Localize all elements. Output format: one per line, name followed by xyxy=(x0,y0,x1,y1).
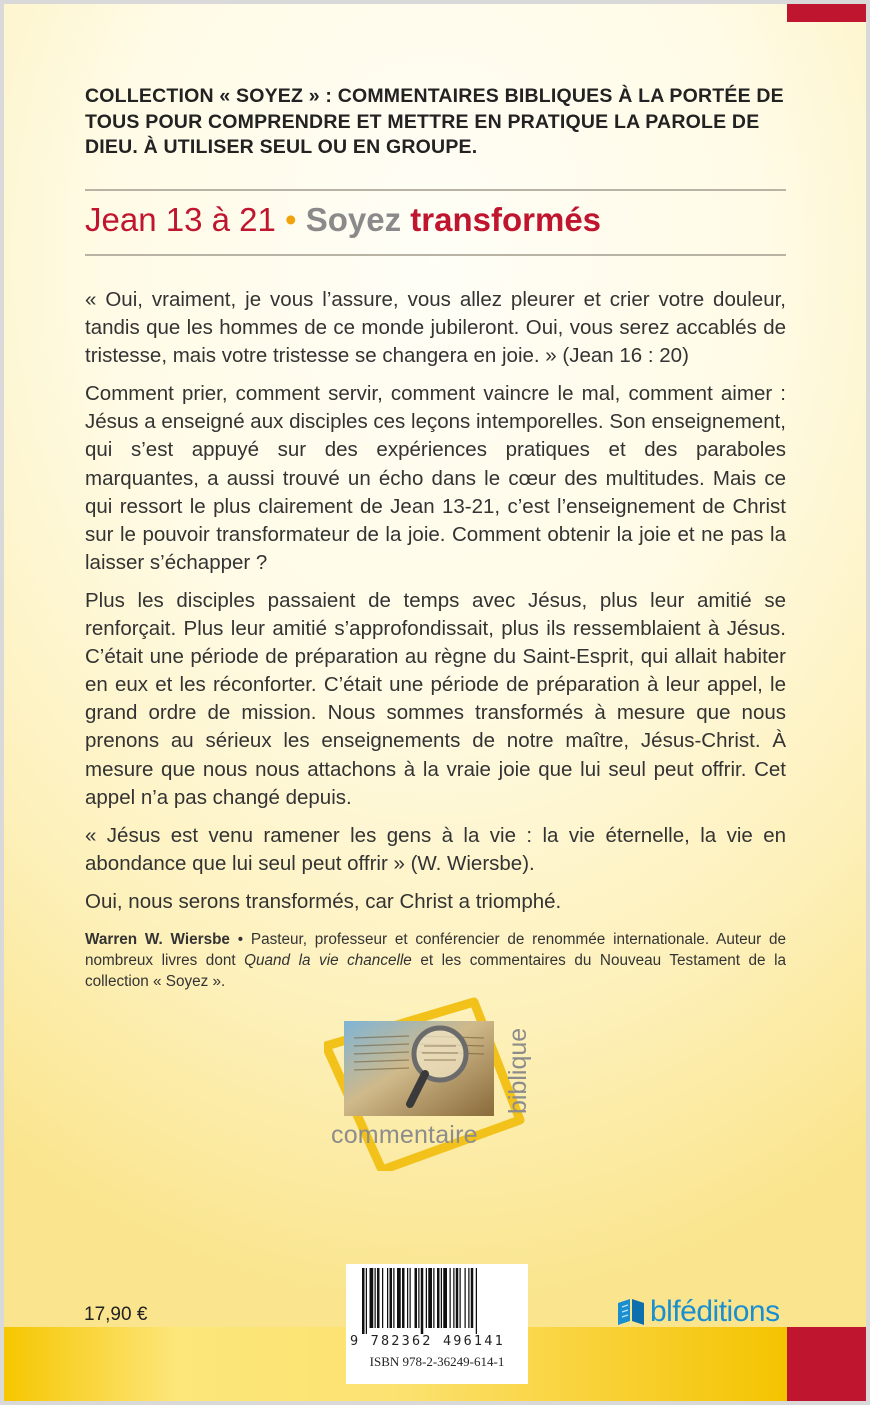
author-book-title: Quand la vie chancelle xyxy=(244,952,412,969)
barcode-panel xyxy=(346,1264,528,1384)
back-cover xyxy=(4,4,866,1401)
barcode-bar xyxy=(437,1268,440,1328)
blf-book-icon xyxy=(616,1295,646,1329)
red-corner-tab-bottom xyxy=(787,1327,866,1401)
barcode-bar xyxy=(460,1268,461,1328)
author-bio-text: Pasteur, professeur et conférencier de renommée internationale. Auteur de nombreux livres dont xyxy=(85,931,786,969)
barcode-bar xyxy=(433,1268,434,1328)
barcode-bar xyxy=(397,1268,401,1328)
barcode-bar xyxy=(415,1268,418,1328)
barcode-bar xyxy=(456,1268,459,1328)
red-corner-tab-top xyxy=(787,4,866,22)
divider-bottom xyxy=(85,254,786,256)
logo-word-biblique: biblique xyxy=(504,1027,532,1114)
quote-paragraph: « Oui, vraiment, je vous l’assure, vous allez pleurer et crier votre douleur, tandis que les hommes de ce monde jubileront. Oui, vous serez accablés de tristesse, mais votre tristesse se changera en joie. » (Jean 16 : 20) xyxy=(85,288,786,368)
barcode-bar xyxy=(421,1268,424,1334)
author-bio xyxy=(85,929,786,992)
description xyxy=(85,286,786,926)
barcode-bar xyxy=(390,1268,393,1328)
barcode-bar xyxy=(443,1268,447,1328)
barcode-bar xyxy=(377,1268,380,1328)
book-title xyxy=(85,200,786,240)
barcode-bar xyxy=(387,1268,388,1328)
barcode-bar xyxy=(407,1268,408,1328)
body-paragraph: Comment prier, comment servir, comment vaincre le mal, comment aimer : Jésus a enseigné aux disciples ces leçons intemporelles. Son enseignement, qui s’est appuyé sur des expériences pratiques et des paraboles marquantes, a aussi trouvé un écho dans le cœur des multitudes. Mais ce qui ressort le plus clairement de Jean 13-21, c’est l’enseignement de Christ sur le pouvoir transformateur de la joie. Comment obtenir la joie et ne pas la laisser s’échapper ? xyxy=(85,382,786,574)
title-subtitle: transformés xyxy=(410,201,602,238)
commentaire-biblique-logo xyxy=(324,996,544,1171)
barcode-bar xyxy=(402,1268,405,1328)
closing-paragraph: Oui, nous serons transformés, car Christ a triomphé. xyxy=(85,889,562,913)
publisher-name: blféditions xyxy=(650,1295,780,1328)
barcode-bar xyxy=(418,1268,419,1328)
barcode-bar xyxy=(476,1268,477,1334)
author-separator: • xyxy=(229,931,251,948)
barcode-digits: 9 782362 496141 xyxy=(350,1333,505,1349)
barcode-bar xyxy=(465,1268,466,1328)
logo-word-commentaire: commentaire xyxy=(331,1121,478,1149)
barcode-bar xyxy=(426,1268,427,1328)
barcode xyxy=(362,1268,512,1334)
author-name: Warren W. Wiersbe xyxy=(85,931,230,948)
publisher-logo xyxy=(616,1292,780,1332)
isbn: ISBN 978-2-36249-614-1 xyxy=(369,1354,505,1369)
barcode-bar xyxy=(366,1268,367,1334)
title-bullet: • xyxy=(285,201,297,238)
barcode-bar xyxy=(471,1268,474,1328)
barcode-bar xyxy=(450,1268,451,1328)
barcode-bar xyxy=(441,1268,442,1328)
barcode-bar xyxy=(393,1268,394,1328)
author-bio-text: et les commentaires du Nouveau Testament de la collection « Soyez ». xyxy=(85,952,786,990)
body-paragraph: Plus les disciples passaient de temps avec Jésus, plus leur amitié se renforçait. Plus leur amitié s’approfondissait, plus ils ressemblaient à Jésus. C’était une période de préparation au règne du Saint-Esprit, qui allait habiter en eux et les réconforter. C’était une période de préparation à leur appel, le grand ordre de mission. Nous sommes transformés à mesure que nous prenons au sérieux les enseignements de notre maître, Jésus-Christ. À mesure que nous nous attachons à la vraie joie que lui seul peut offrir. Cet appel n’a pas changé depuis. xyxy=(85,588,786,809)
barcode-bar xyxy=(428,1268,432,1328)
barcode-bar xyxy=(362,1268,365,1334)
barcode-bar xyxy=(468,1268,469,1328)
barcode-bar xyxy=(453,1268,454,1328)
price: 17,90 € xyxy=(84,1304,148,1325)
divider-top xyxy=(85,189,786,191)
barcode-bar xyxy=(382,1268,383,1328)
title-book: Jean 13 à 21 xyxy=(85,201,276,238)
barcode-bar xyxy=(410,1268,411,1328)
title-series: Soyez xyxy=(305,201,402,238)
collection-blurb: COLLECTION « SOYEZ » : COMMENTAIRES BIBLIQUES À LA PORTÉE DE TOUS POUR COMPRENDRE ET METTRE EN PRATIQUE LA PAROLE DE DIEU. À UTILISER SEUL OU EN GROUPE. xyxy=(85,85,784,158)
quote-paragraph: « Jésus est venu ramener les gens à la vie : la vie éternelle, la vie en abondance que lui seul peut offrir » (W. Wiersbe). xyxy=(85,823,786,875)
barcode-bar xyxy=(375,1268,376,1328)
barcode-bar xyxy=(370,1268,374,1328)
